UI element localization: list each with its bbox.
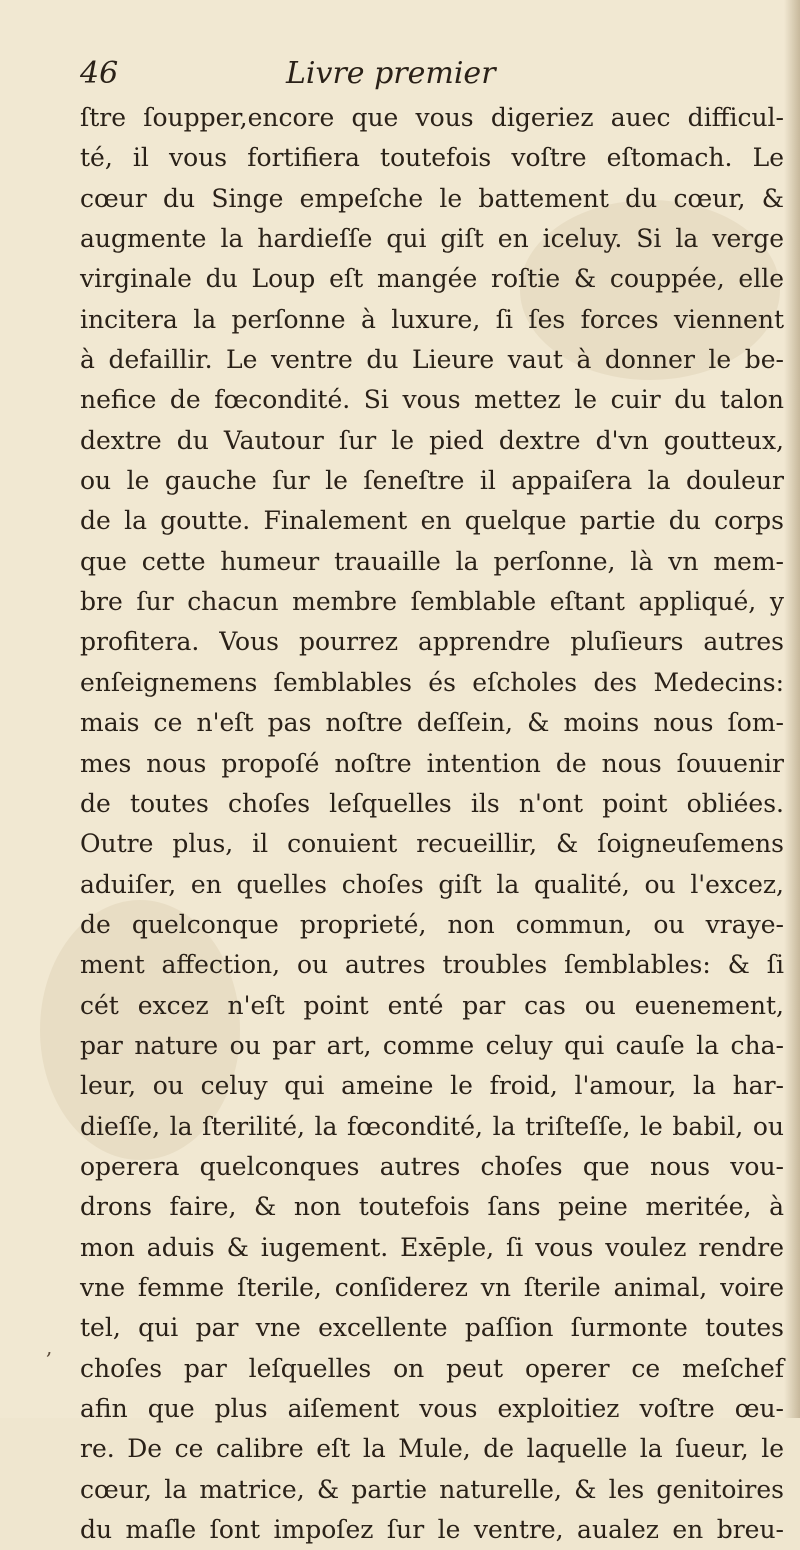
text-line: afin que plus aiſement vous exploitiez voſtre œu-	[80, 1394, 784, 1423]
running-title: Livre premier	[286, 56, 496, 91]
text-line: mon aduis & iugement. Exēple, ſi vous voulez rendre	[80, 1232, 784, 1262]
text-line: Outre plus, il conuient recueillir, & ſoigneuſemens	[80, 829, 784, 859]
text-line: operera quelconques autres choſes que nous vou-	[80, 1151, 784, 1181]
text-line: aduiſer, en quelles choſes giſt la qualité, ou l'excez,	[80, 869, 784, 899]
text-line: du maſle ſont impoſez ſur le ventre, aualez en breu-	[80, 1515, 784, 1545]
text-line: cét excez n'eſt point enté par cas ou euenement,	[80, 990, 784, 1020]
text-line: vne femme ſterile, conſiderez vn ſterile animal, voire	[80, 1272, 784, 1302]
text-line: mais ce n'eſt pas noſtre deſſein, & moins nous ſom-	[80, 708, 784, 738]
text-line: de la goutte. Finalement en quelque partie du corps	[80, 506, 784, 536]
text-line: dieſſe, la ſterilité, la fœcondité, la triſteſſe, le babil, ou	[80, 1111, 784, 1141]
text-line: bre ſur chacun membre ſemblable eſtant appliqué, y	[80, 587, 784, 617]
text-line: drons faire, & non toutefois ſans peine meritée, à	[80, 1192, 784, 1222]
text-line: dextre du Vautour ſur le pied dextre d'vn goutteux,	[80, 425, 784, 455]
text-line: incitera la perſonne à luxure, ſi ſes forces viennent	[80, 304, 784, 334]
text-line: de quelconque proprieté, non commun, ou vraye-	[80, 909, 784, 939]
text-line: té, il vous fortifiera toutefois voſtre eſtomach. Le	[80, 143, 784, 173]
text-line: par nature ou par art, comme celuy qui cauſe la cha-	[80, 1030, 784, 1060]
page-number: 46	[80, 56, 119, 91]
text-line: profitera. Vous pourrez apprendre pluſieurs autres	[80, 627, 784, 657]
text-line: virginale du Loup eſt mangée roſtie & couppée, elle	[80, 264, 784, 294]
text-line: nefice de fœcondité. Si vous mettez le cuir du talon	[80, 385, 784, 415]
text-line: tel, qui par vne excellente paſſion ſurmonte toutes	[80, 1313, 784, 1343]
text-line: ſtre ſoupper,encore que vous digeriez auec difficul-	[80, 103, 784, 132]
body-text	[80, 98, 784, 1550]
page-edge-shadow	[784, 0, 800, 1418]
text-line: choſes par leſquelles on peut operer ce meſchef	[80, 1353, 784, 1383]
text-line: enſeignemens ſemblables és eſcholes des Medecins:	[80, 667, 784, 697]
text-line: re. De ce calibre eſt la Mule, de laquelle la ſueur, le	[80, 1434, 784, 1464]
text-line: que cette humeur trauaille la perſonne, là vn mem-	[80, 546, 784, 576]
text-line: augmente la hardieſſe qui giſt en iceluy. Si la verge	[80, 224, 784, 254]
text-line: cœur, la matrice, & partie naturelle, & les genitoires	[80, 1474, 784, 1504]
text-line: ou le gauche ſur le ſeneſtre il appaiſera la douleur	[80, 466, 784, 496]
text-line: leur, ou celuy qui ameine le froid, l'amour, la har-	[80, 1071, 784, 1101]
text-line: mes nous propoſé noſtre intention de nous ſouuenir	[80, 748, 784, 778]
text-line: à defaillir. Le ventre du Lieure vaut à donner le be-	[80, 345, 784, 375]
text-line: cœur du Singe empeſche le battement du cœur, &	[80, 183, 784, 213]
text-line: de toutes choſes leſquelles ils n'ont point obliées.	[80, 788, 784, 818]
margin-mark: ,	[46, 1335, 53, 1359]
page-header	[80, 56, 780, 96]
text-line: ment affection, ou autres troubles ſemblables: & ſi	[80, 950, 784, 980]
